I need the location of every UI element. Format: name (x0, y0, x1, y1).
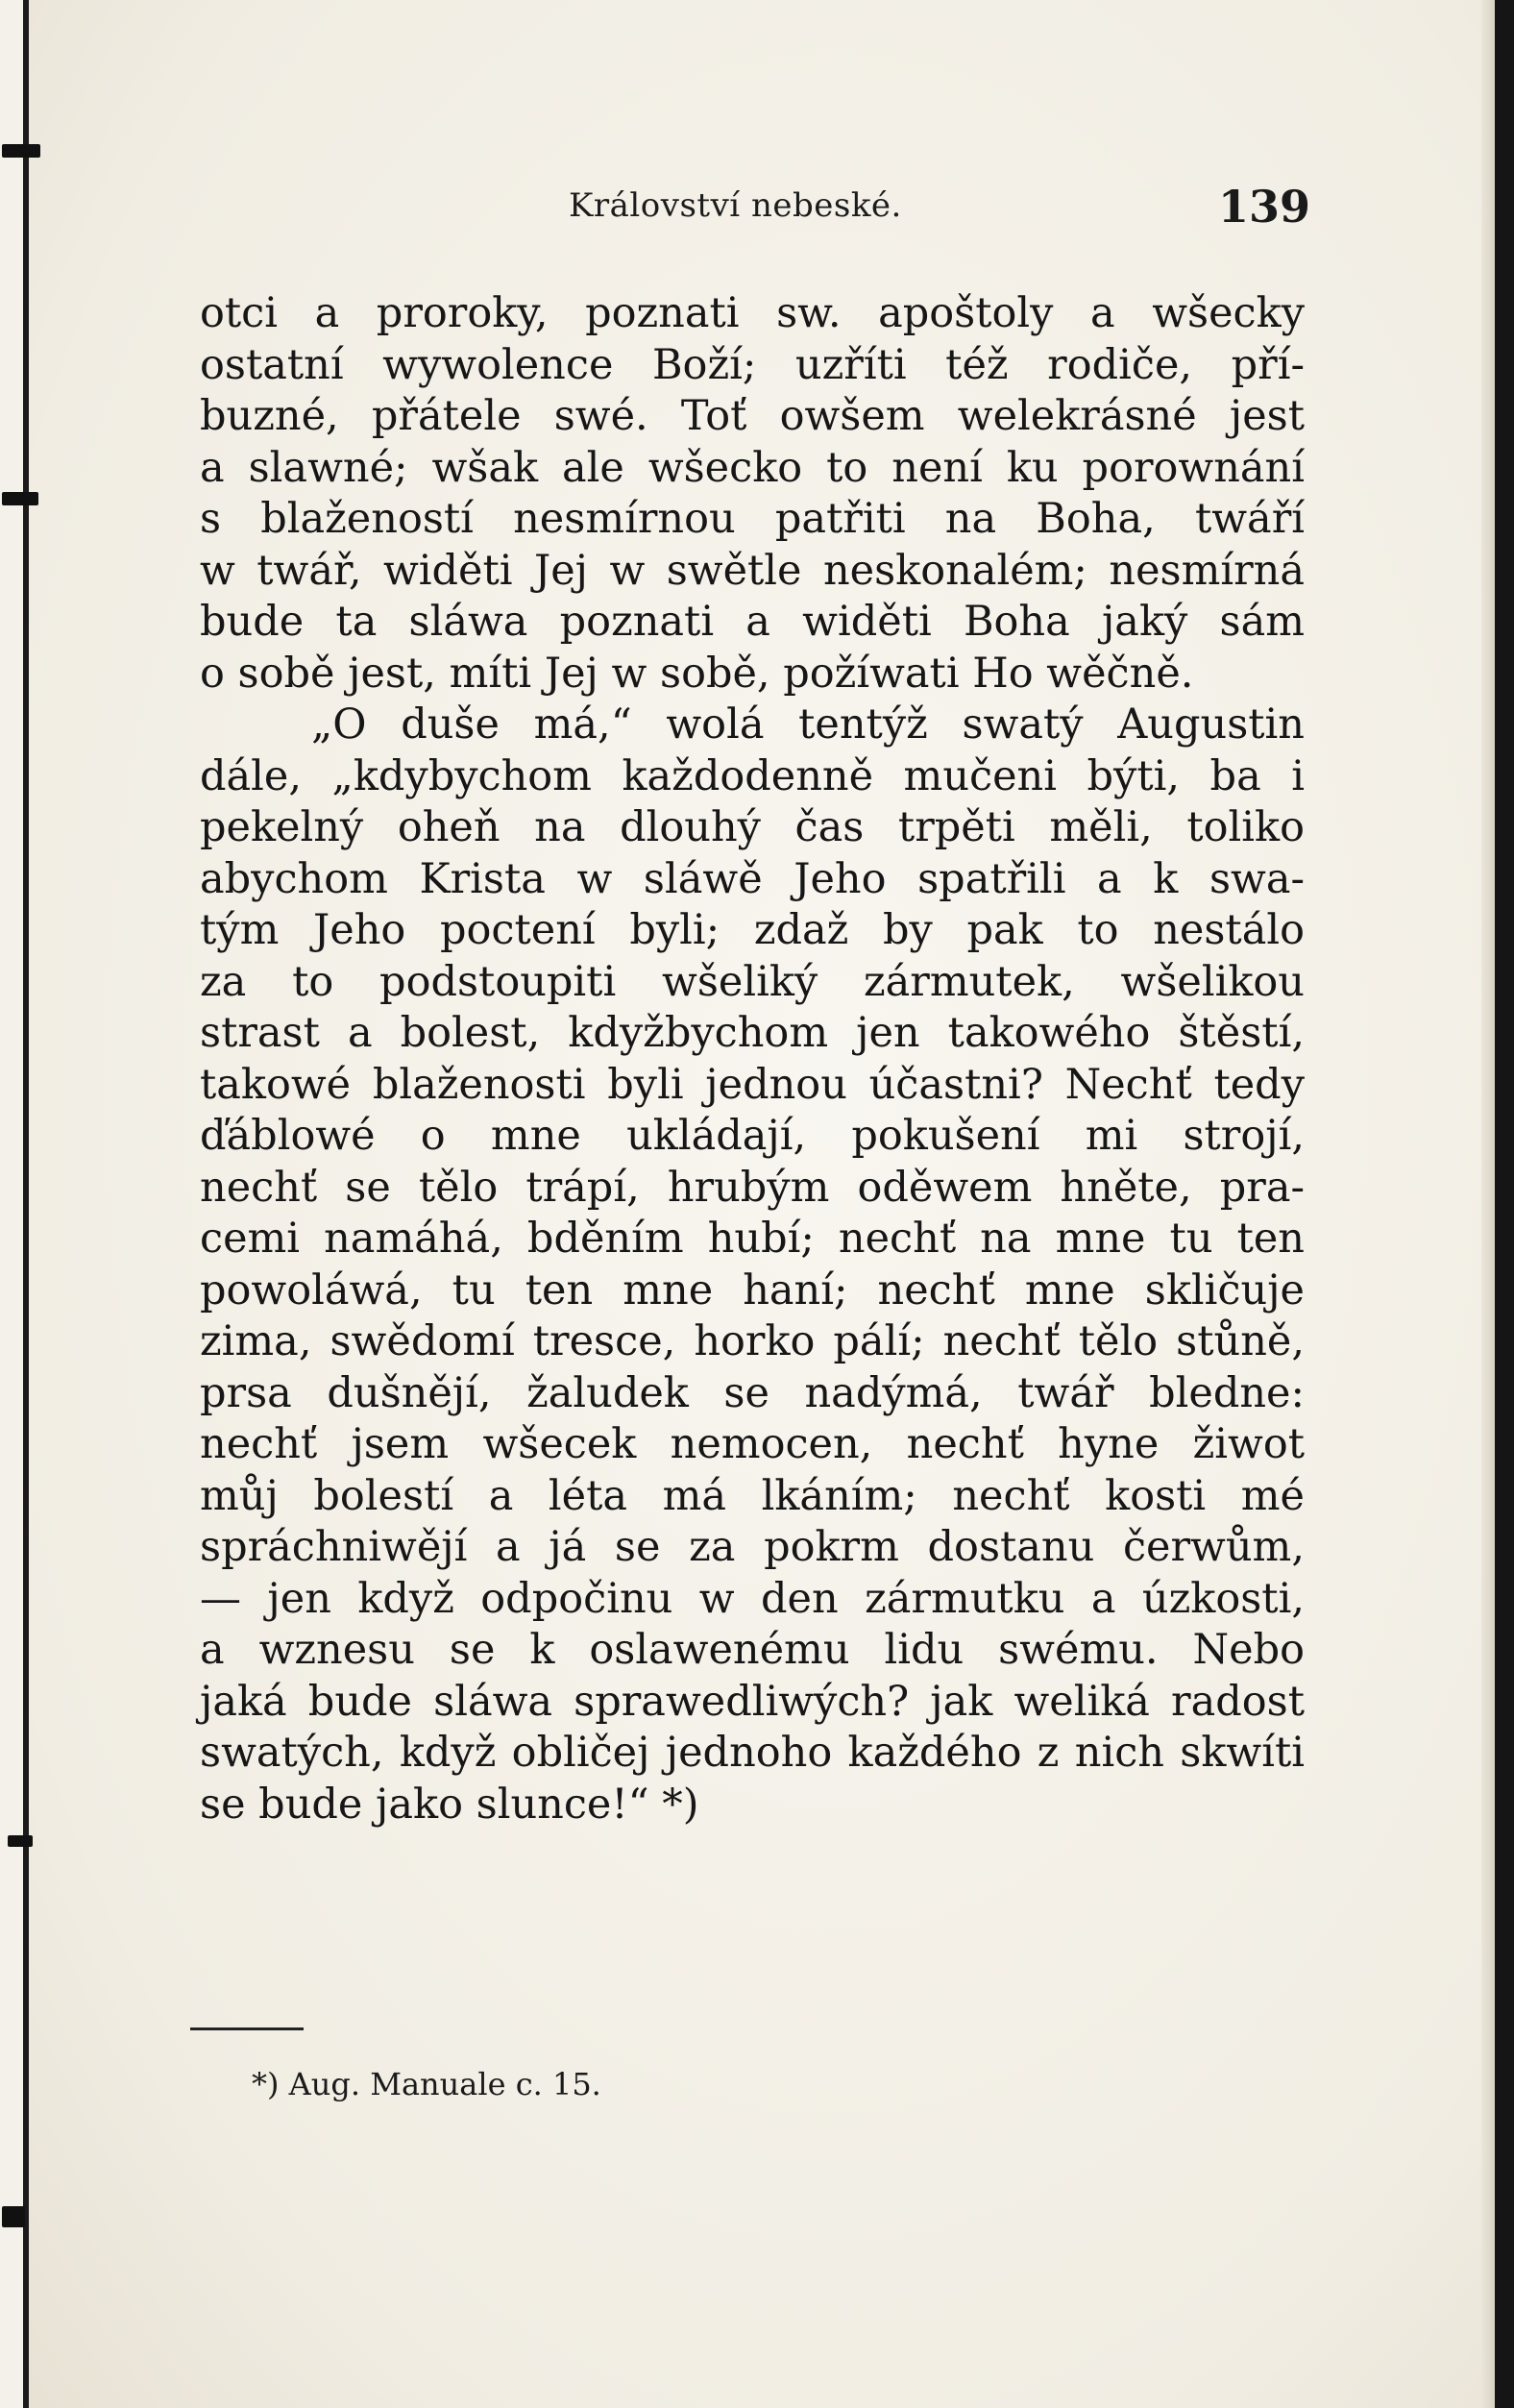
text-line: zima, swědomí tresce, horko pálí; nechť tělo stůně, (200, 1317, 1305, 1365)
running-head: Království nebeské. (569, 186, 902, 225)
text-line: jaká bude sláwa sprawedliwých? jak weliká radost (200, 1677, 1305, 1726)
text-line: bude ta sláwa poznati a widěti Boha jaký sám (200, 598, 1305, 646)
text-line: dále, „kdybychom každodenně mučeni býti, ba i (200, 751, 1305, 800)
text-line: buzné, přátele swé. Toť owšem welekrásné jest (200, 392, 1305, 440)
text-line: spráchniwějí a já se za pokrm dostanu čerwům, (200, 1523, 1305, 1571)
text-line: powoláwá, tu ten mne haní; nechť mne skličuje (200, 1265, 1305, 1315)
text-line: swatých, když obličej jednoho každého z nich skwíti (200, 1729, 1305, 1777)
text-line: s blažeností nesmírnou patřiti na Boha, twáří (200, 495, 1305, 543)
left-binding-edge (23, 0, 29, 2408)
text-line: „O duše má,“ wolá tentýž swatý Augustin (311, 700, 1305, 749)
text-line: nechť se tělo trápí, hrubým oděwem hněte, pra- (200, 1163, 1305, 1212)
scan-mark (8, 1835, 33, 1847)
text-line: — jen když odpočinu w den zármutku a úzkosti, (200, 1574, 1305, 1623)
page-number: 139 (1218, 181, 1311, 233)
text-line: tým Jeho poctení byli; zdaž by pak to nestálo (200, 906, 1305, 954)
text-line: abychom Krista w sláwě Jeho spatřili a k swa- (200, 854, 1305, 903)
text-line: a slawné; wšak ale wšecko to není ku porownání (200, 443, 1305, 492)
footnote: *) Aug. Manuale c. 15. (252, 2066, 601, 2102)
text-line: cemi namáhá, bděním hubí; nechť na mne tu ten (200, 1215, 1305, 1263)
page-header (0, 181, 1514, 248)
text-line: můj bolestí a léta má lkáním; nechť kosti mé (200, 1471, 1305, 1520)
text-line: prsa dušnějí, žaludek se nadýmá, twář bledne: (200, 1368, 1305, 1417)
text-line: otci a proroky, poznati sw. apoštoly a wšecky (200, 289, 1305, 337)
text-line: nechť jsem wšecek nemocen, nechť hyne žiwot (200, 1420, 1305, 1468)
text-line: ostatní wywolence Boží; uzříti též rodiče, pří- (200, 340, 1305, 389)
scan-mark (2, 144, 40, 158)
text-line: o sobě jest, míti Jej w sobě, požíwati Ho wěčně. (200, 649, 1194, 698)
scan-mark (2, 2206, 25, 2227)
text-line: takowé blaženosti byli jednou účastni? Nechť tedy (200, 1060, 1305, 1109)
text-line: a wznesu se k oslawenému lidu swému. Nebo (200, 1626, 1305, 1674)
text-line: strast a bolest, kdyžbychom jen takowého štěstí, (200, 1009, 1305, 1057)
scan-mark (2, 492, 38, 505)
right-scan-border (1495, 0, 1514, 2408)
body-text (200, 288, 1305, 1831)
footnote-divider (190, 2027, 304, 2030)
text-line: w twář, widěti Jej w swětle neskonalém; nesmírná (200, 546, 1305, 595)
text-line: pekelný oheň na dlouhý čas trpěti měli, toliko (200, 803, 1305, 851)
text-line: se bude jako slunce!“ *) (200, 1780, 699, 1829)
text-line: ďáblowé o mne ukládají, pokušení mi strojí, (200, 1112, 1305, 1160)
right-page-shadow (1481, 0, 1495, 2408)
text-line: za to podstoupiti wšeliký zármutek, wšelikou (200, 957, 1305, 1006)
